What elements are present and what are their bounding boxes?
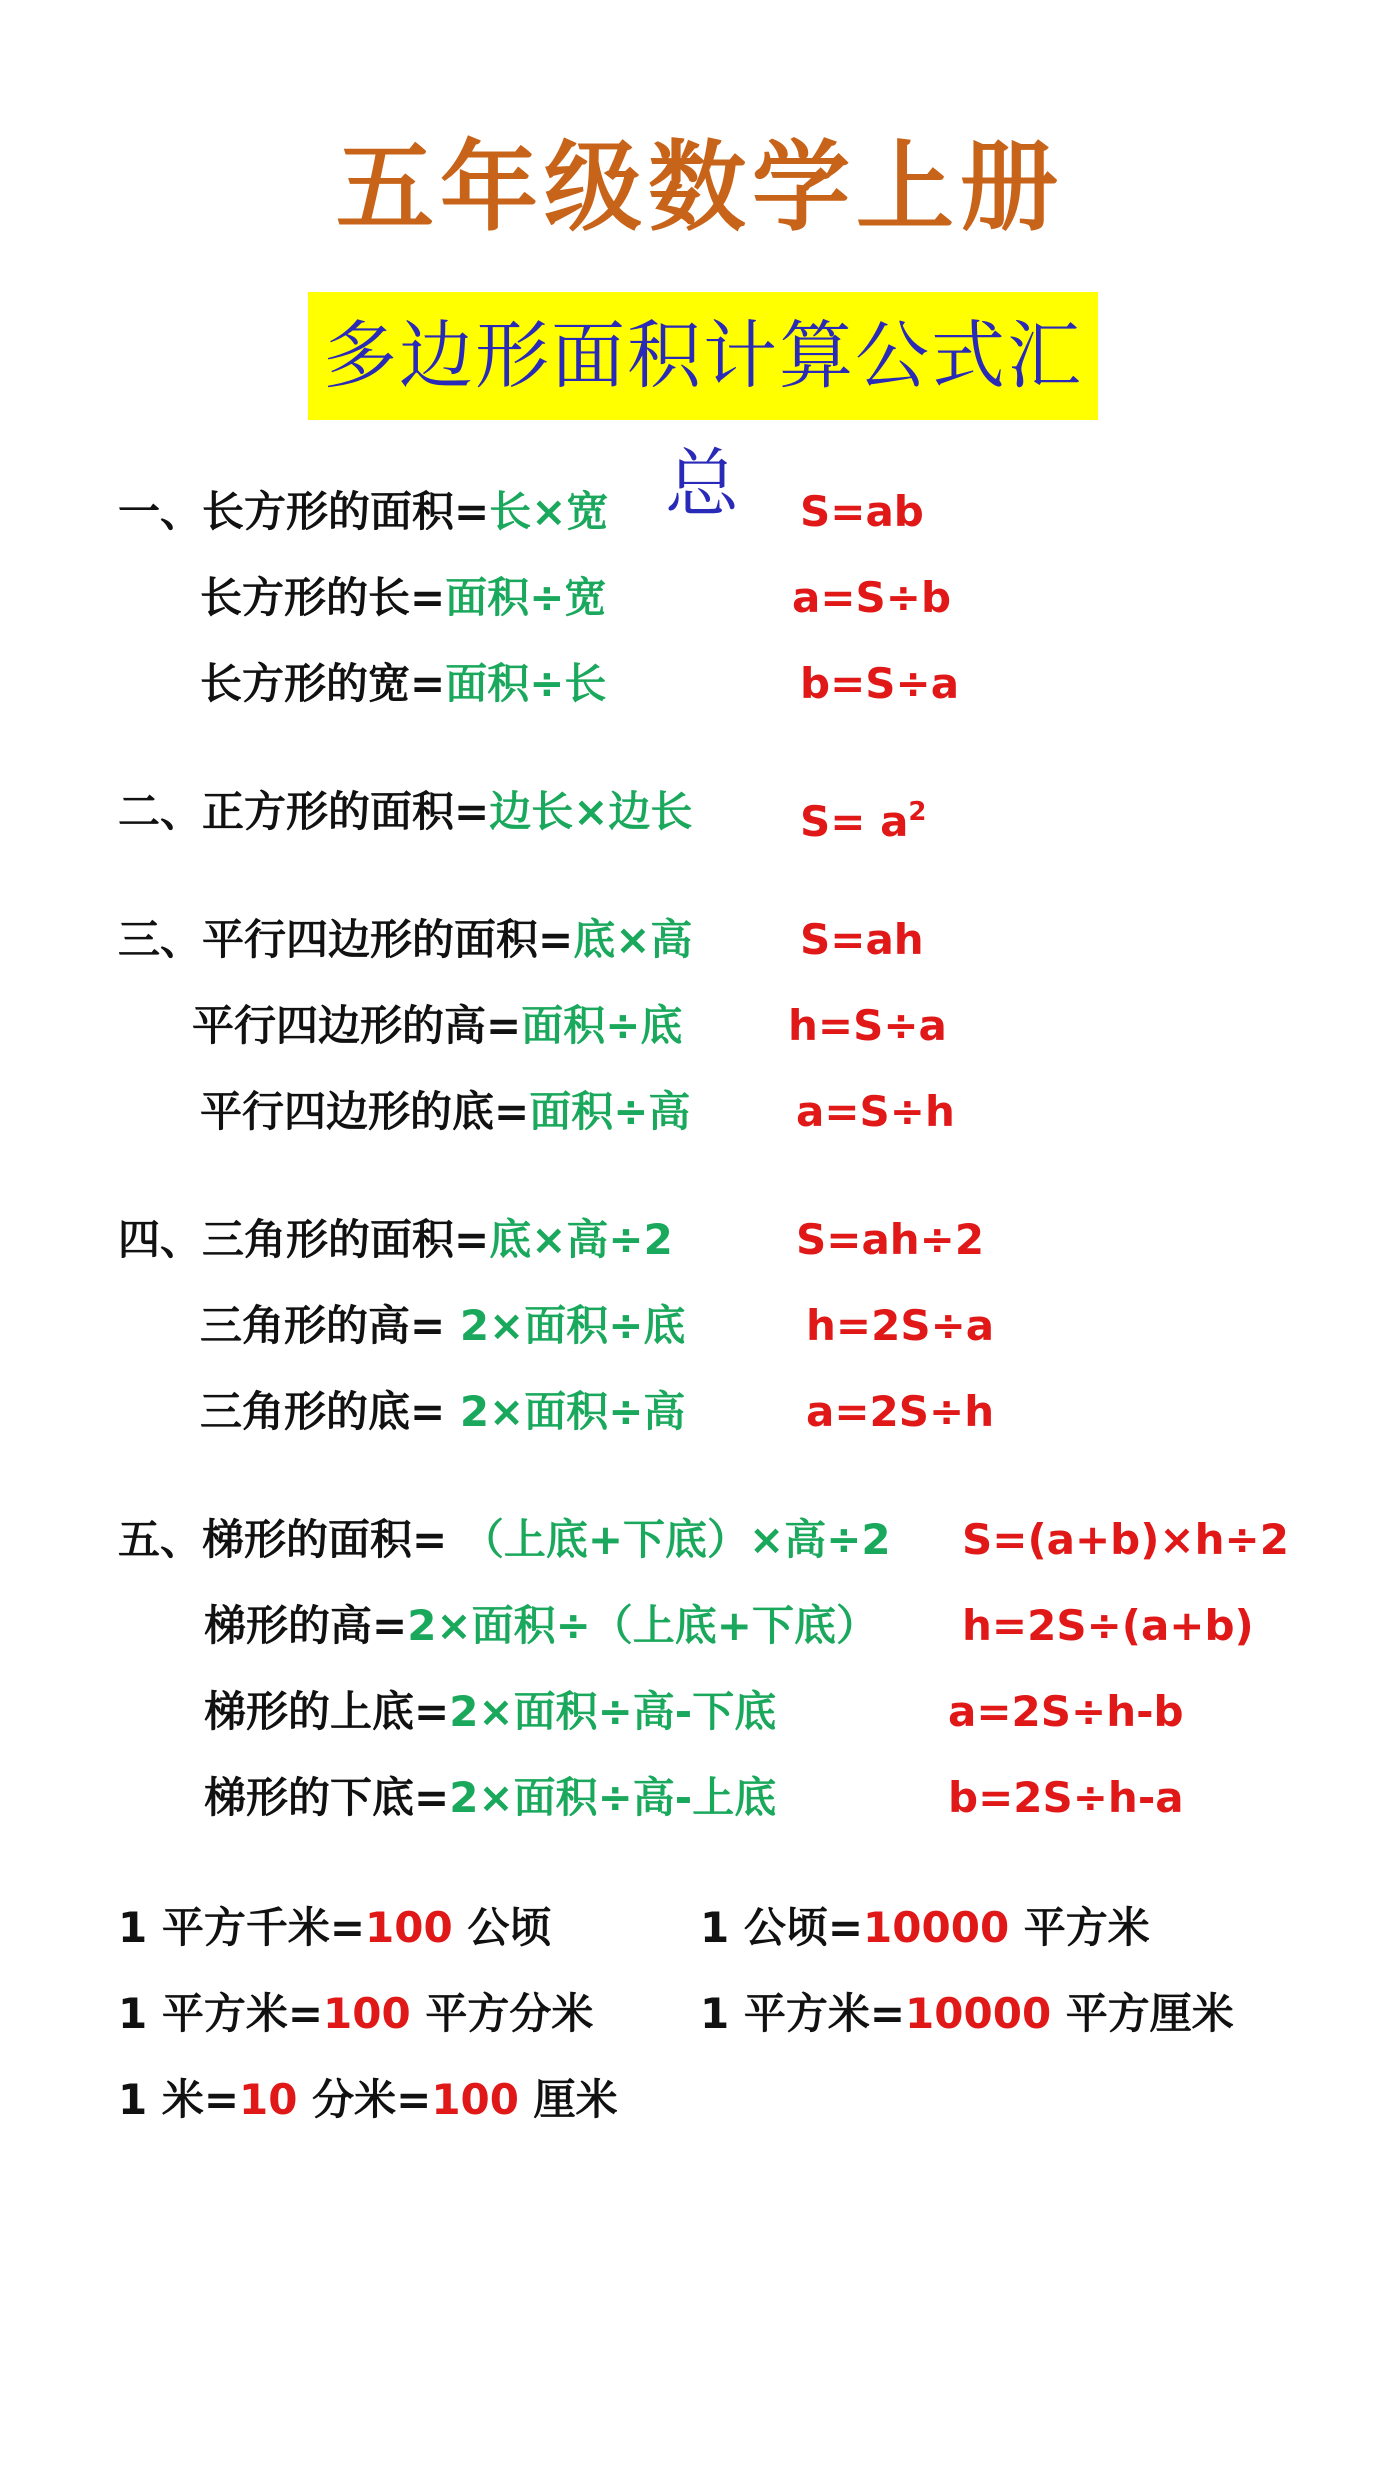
formula-symbolic: b=2S÷h-a [948, 1773, 1184, 1822]
formula-words: 边长×边长 [489, 787, 693, 836]
unit-text: 平方厘米 [1051, 1989, 1234, 2038]
formula-symbolic: h=2S÷(a+b) [962, 1601, 1254, 1650]
unit-conversion-row [118, 1984, 593, 2044]
rectangle-area-row [118, 482, 608, 542]
page-subtitle: 多边形面积计算公式汇总 [308, 292, 1098, 420]
formula-symbolic: b=S÷a [800, 659, 960, 708]
formula-words: 2×面积÷底 [445, 1301, 686, 1350]
formula-words: 底×高÷2 [489, 1215, 673, 1264]
formula-symbolic: S=ah [800, 915, 924, 964]
unit-conversion-row [118, 1898, 551, 1958]
triangle-area-row [118, 1210, 673, 1270]
formula-exponent: 2 [908, 797, 927, 827]
unit-text: 平方分米 [410, 1989, 594, 2038]
formula-label: 三、平行四边形的面积= [118, 915, 574, 964]
formula-words: 2×面积÷（上底+下底） [407, 1601, 879, 1650]
formula-label: 平行四边形的高= [192, 1001, 522, 1050]
unit-text: 平方米 [1009, 1903, 1150, 1952]
unit-number: 10000 [863, 1903, 1010, 1952]
formula-symbolic [800, 782, 927, 846]
formula-symbolic: S=(a+b)×h÷2 [962, 1515, 1289, 1564]
formula-words: 2×面积÷高-上底 [449, 1773, 777, 1822]
formula-words: 面积÷底 [521, 1001, 683, 1050]
formula-words: 面积÷宽 [445, 573, 607, 622]
formula-symbolic: a=2S÷h-b [948, 1687, 1184, 1736]
formula-label: 二、正方形的面积= [118, 787, 490, 836]
formula-label: 三角形的高= [200, 1301, 446, 1350]
formula-symbolic: a=S÷h [796, 1087, 955, 1136]
formula-symbolic: h=S÷a [788, 1001, 947, 1050]
trapezoid-bottom-base-row [204, 1768, 776, 1828]
unit-conversion-row [118, 2070, 618, 2130]
formula-symbolic: h=2S÷a [806, 1301, 995, 1350]
formula-label: 梯形的高= [204, 1601, 408, 1650]
rectangle-width-row [200, 654, 606, 714]
unit-number: 100 [431, 2075, 519, 2124]
triangle-base-row [200, 1382, 685, 1442]
unit-number: 10 [239, 2075, 298, 2124]
formula-symbolic: S=ab [800, 487, 924, 536]
unit-conversion-row [700, 1984, 1234, 2044]
unit-text: 1 公顷= [700, 1903, 864, 1952]
unit-text: 分米= [297, 2075, 432, 2124]
square-area-row [118, 782, 692, 842]
formula-words: 面积÷高 [529, 1087, 691, 1136]
formula-words: （上底+下底）×高÷2 [447, 1515, 891, 1564]
formula-symbolic: S=ah÷2 [796, 1215, 985, 1264]
trapezoid-area-row [118, 1510, 891, 1570]
rectangle-length-row [200, 568, 606, 628]
unit-number: 100 [365, 1903, 453, 1952]
unit-conversion-row [700, 1898, 1150, 1958]
formula-words: 2×面积÷高 [445, 1387, 686, 1436]
formula-label: 五、梯形的面积= [118, 1515, 448, 1564]
unit-number: 10000 [905, 1989, 1052, 2038]
formula-label: 三角形的底= [200, 1387, 446, 1436]
formula-label: 梯形的下底= [204, 1773, 450, 1822]
unit-text: 公顷 [452, 1903, 552, 1952]
triangle-height-row [200, 1296, 685, 1356]
formula-label: 平行四边形的底= [200, 1087, 530, 1136]
trapezoid-height-row [204, 1596, 878, 1656]
parallelogram-base-row [200, 1082, 690, 1142]
parallelogram-height-row [192, 996, 682, 1056]
formula-base: S= a [800, 797, 909, 846]
unit-number: 100 [323, 1989, 411, 2038]
formula-words: 2×面积÷高-下底 [449, 1687, 777, 1736]
unit-text: 1 平方米= [700, 1989, 906, 2038]
page-title: 五年级数学上册 [335, 131, 1064, 245]
trapezoid-top-base-row [204, 1682, 776, 1742]
formula-symbolic: a=S÷b [792, 573, 952, 622]
formula-label: 梯形的上底= [204, 1687, 450, 1736]
formula-label: 长方形的长= [200, 573, 446, 622]
formula-label: 长方形的宽= [200, 659, 446, 708]
formula-label: 四、三角形的面积= [118, 1215, 490, 1264]
unit-text: 1 平方千米= [118, 1903, 366, 1952]
formula-label: 一、长方形的面积= [118, 487, 490, 536]
unit-text: 厘米 [519, 2075, 618, 2124]
formula-words: 面积÷长 [445, 659, 607, 708]
unit-text: 1 平方米= [118, 1989, 324, 2038]
formula-symbolic: a=2S÷h [806, 1387, 995, 1436]
formula-words: 长×宽 [489, 487, 609, 536]
unit-text: 1 米= [118, 2075, 240, 2124]
formula-words: 底×高 [573, 915, 693, 964]
parallelogram-area-row [118, 910, 692, 970]
